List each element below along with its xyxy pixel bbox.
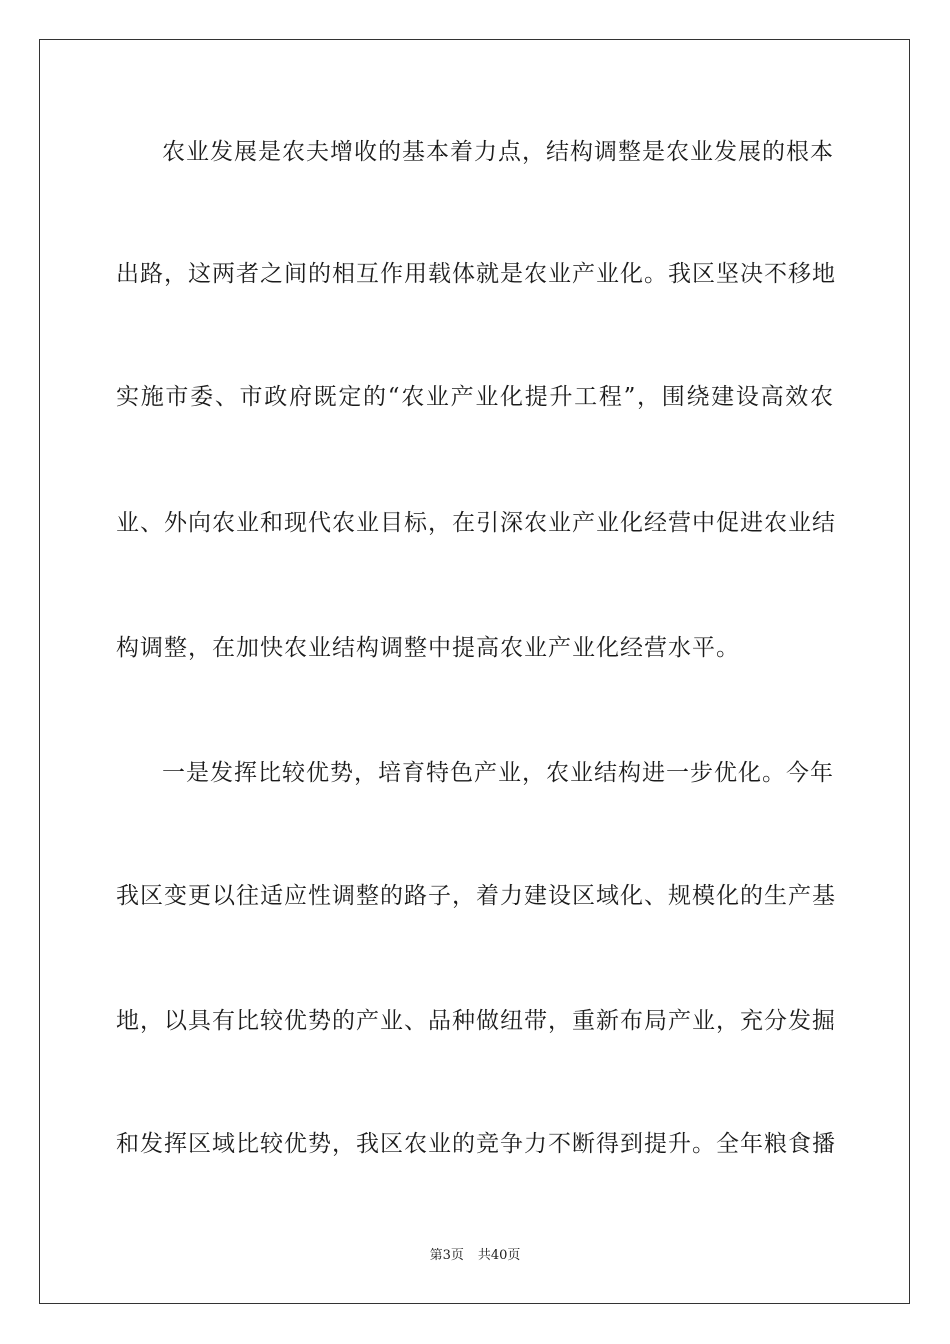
page-number: 第3页	[429, 1248, 464, 1263]
page-footer	[0, 1247, 950, 1265]
paragraph-1-line-5: 构调整，在加快农业结构调整中提高农业产业化经营水平。	[116, 635, 740, 661]
paragraph-1-line-2: 出路，这两者之间的相互作用载体就是农业产业化。我区坚决不移地	[116, 261, 836, 287]
paragraph-1-line-1: 农业发展是农夫增收的基本着力点，结构调整是农业发展的根本	[162, 139, 834, 165]
paragraph-1-line-3: 实施市委、市政府既定的“农业产业化提升工程”，围绕建设高效农	[116, 384, 834, 410]
paragraph-2-line-3: 地，以具有比较优势的产业、品种做纽带，重新布局产业，充分发掘	[116, 1008, 836, 1034]
paragraph-2-line-1: 一是发挥比较优势，培育特色产业，农业结构进一步优化。今年	[162, 760, 834, 786]
paragraph-2-line-2: 我区变更以往适应性调整的路子，着力建设区域化、规模化的生产基	[116, 883, 836, 909]
page-border	[39, 39, 910, 1304]
paragraph-1-line-4: 业、外向农业和现代农业目标，在引深农业产业化经营中促进农业结	[116, 510, 836, 536]
paragraph-2-line-4: 和发挥区域比较优势，我区农业的竞争力不断得到提升。全年粮食播	[116, 1131, 836, 1157]
page-total: 共40页	[477, 1248, 521, 1263]
